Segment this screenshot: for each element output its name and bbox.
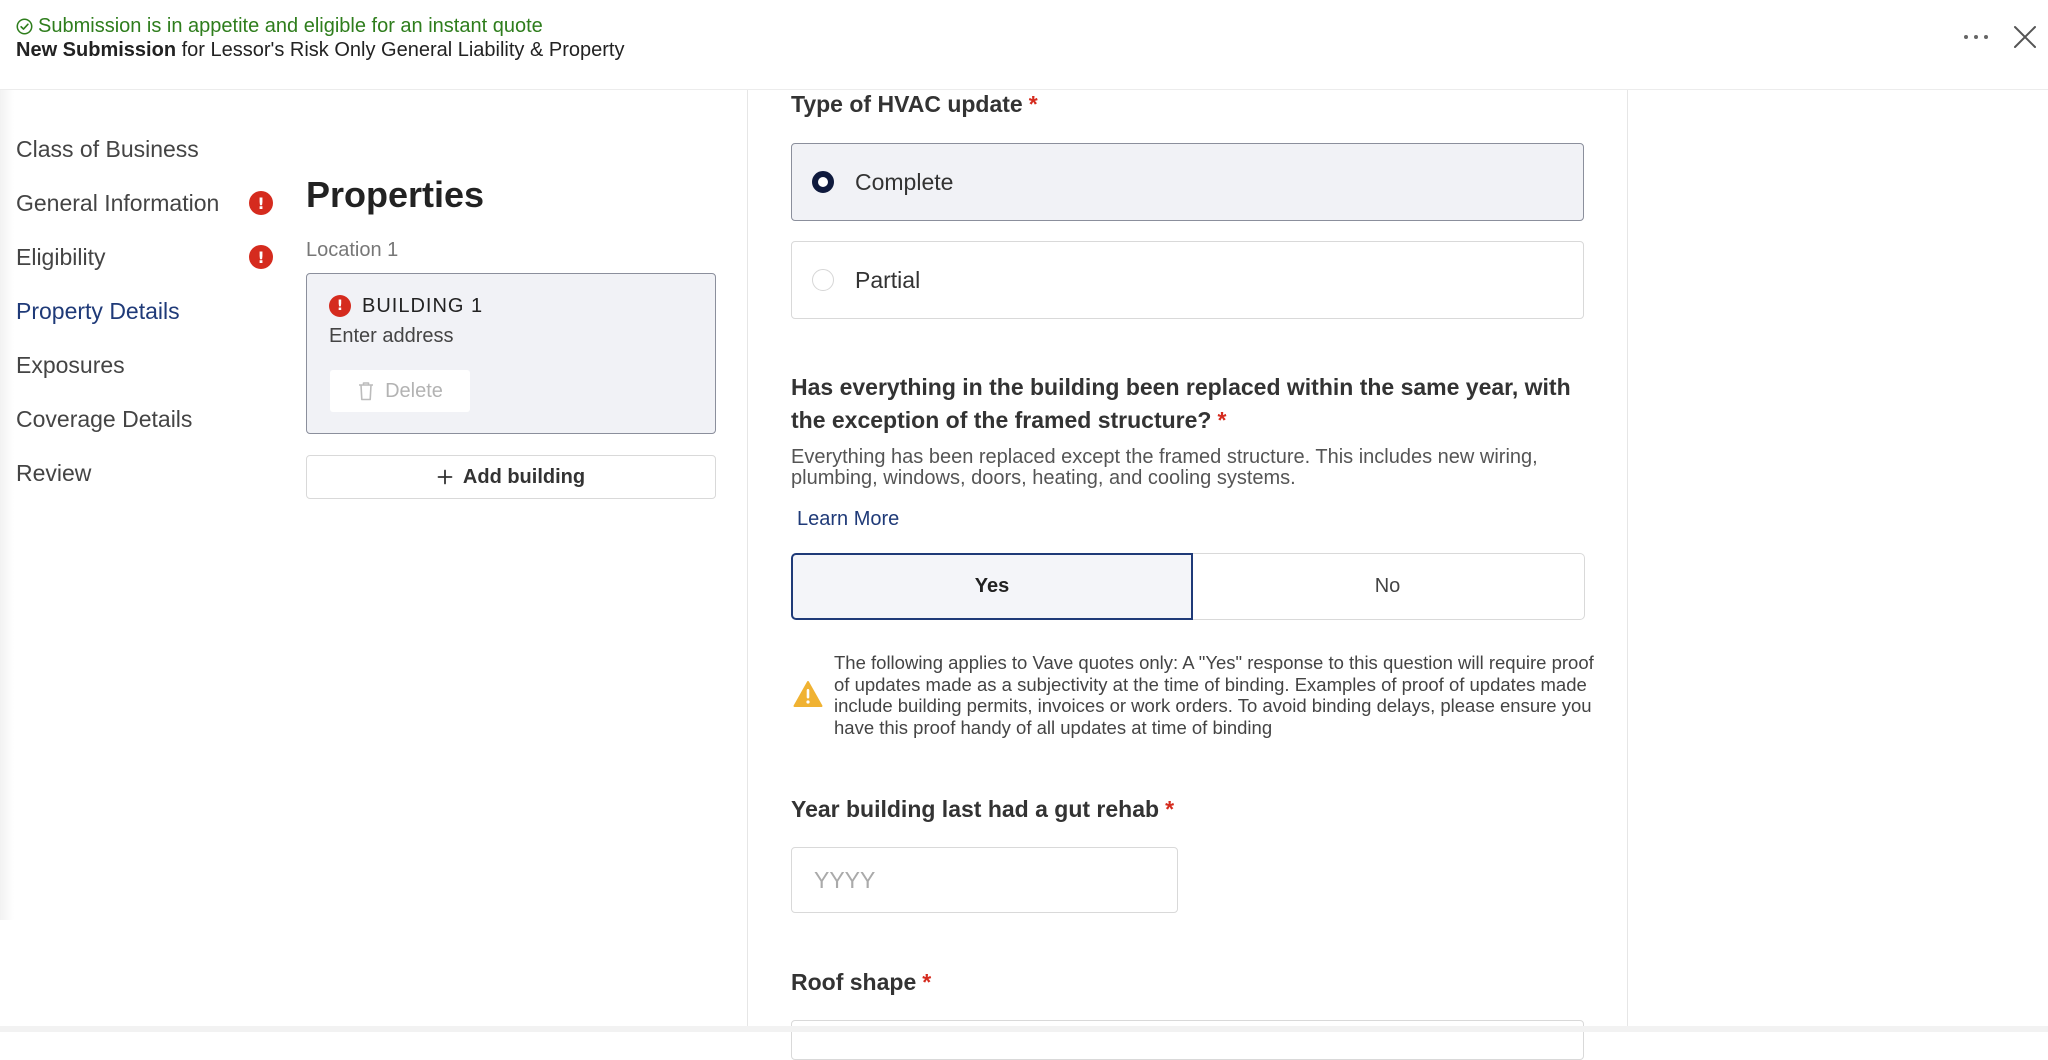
status-text: Submission is in appetite and eligible for an instant quote xyxy=(38,15,543,37)
add-building-button[interactable] xyxy=(306,455,716,499)
submission-title-rest: for Lessor's Risk Only General Liability & Property xyxy=(176,39,625,61)
plus-icon xyxy=(437,469,453,485)
yes-button[interactable]: Yes xyxy=(791,553,1193,620)
more-horizontal-icon-dot xyxy=(1984,35,1988,39)
submission-title xyxy=(16,39,624,62)
more-horizontal-icon-dot xyxy=(1964,35,1968,39)
hvac-option-partial[interactable] xyxy=(791,241,1584,319)
everything-replaced-description: Everything has been replaced except the framed structure. This includes new wiring, plumbing, windows, doors, heating, and cooling systems. xyxy=(791,446,1538,489)
more-horizontal-icon-dot xyxy=(1974,35,1978,39)
nav-item-eligibility[interactable] xyxy=(16,230,286,284)
hvac-type-label xyxy=(791,88,1038,121)
radio-button[interactable] xyxy=(812,269,834,291)
roof-shape-label-text: Roof shape xyxy=(791,969,917,995)
gut-rehab-label xyxy=(791,793,1174,826)
radio-button-selected[interactable] xyxy=(812,171,834,193)
close-icon[interactable] xyxy=(2012,24,2038,50)
nav-item-label: General Information xyxy=(16,189,220,216)
delete-label: Delete xyxy=(385,379,443,402)
exclamation-circle-icon: ! xyxy=(249,191,273,215)
bottom-edge xyxy=(0,1026,2048,1032)
vave-warning-text: The following applies to Vave quotes only: A "Yes" response to this question will require proof of updates made as a subjectivity at the time of binding. Examples of proof of updates made include building permits, invoices or work orders. To avoid binding delays, please ensure you have this proof handy of all updates at time of binding xyxy=(834,652,1594,738)
exclamation-circle-icon: ! xyxy=(249,245,273,269)
radio-label: Complete xyxy=(855,168,954,195)
nav-item-exposures[interactable] xyxy=(16,338,286,392)
nav-item-general-information[interactable] xyxy=(16,176,286,230)
gut-rehab-year-input[interactable] xyxy=(791,847,1178,913)
submission-title-bold: New Submission xyxy=(16,39,177,61)
roof-shape-label xyxy=(791,966,931,999)
learn-more-link[interactable]: Learn More xyxy=(797,508,900,530)
radio-label: Partial xyxy=(855,266,921,293)
nav-item-label: Eligibility xyxy=(16,243,106,270)
nav-item-label: Review xyxy=(16,459,92,486)
exclamation-circle-icon: ! xyxy=(329,295,351,317)
building-name: BUILDING 1 xyxy=(362,295,484,317)
properties-heading: Properties xyxy=(306,174,485,215)
add-building-label: Add building xyxy=(462,465,586,488)
delete-building-button[interactable] xyxy=(330,370,470,412)
required-mark: * xyxy=(1217,407,1227,433)
everything-replaced-label-text: Has everything in the building been replaced within the same year, with the exception of the framed structure? xyxy=(791,374,1571,433)
yes-no-toggle xyxy=(791,553,1585,620)
trash-icon xyxy=(357,381,375,401)
location-label: Location 1 xyxy=(306,239,399,261)
nav-item-review[interactable] xyxy=(16,446,286,500)
appetite-status xyxy=(16,15,543,38)
nav-item-label: Class of Business xyxy=(16,135,199,162)
nav-item-property-details[interactable] xyxy=(16,284,286,338)
nav-item-label: Exposures xyxy=(16,351,125,378)
step-navigation xyxy=(16,122,286,500)
everything-replaced-label xyxy=(791,371,1591,437)
required-mark: * xyxy=(1028,91,1038,117)
no-button[interactable]: No xyxy=(1191,553,1585,620)
warning-triangle-icon xyxy=(793,680,823,708)
nav-item-label: Coverage Details xyxy=(16,405,193,432)
panel-shadow xyxy=(0,90,14,920)
more-options-button[interactable] xyxy=(1958,22,1994,52)
column-divider xyxy=(1627,90,1628,1032)
hvac-option-complete[interactable] xyxy=(791,143,1584,221)
required-mark: * xyxy=(1165,796,1175,822)
nav-item-class-of-business[interactable] xyxy=(16,122,286,176)
building-card[interactable] xyxy=(306,273,716,434)
header-bar xyxy=(0,0,2048,90)
building-address: Enter address xyxy=(329,325,454,347)
nav-item-coverage-details[interactable] xyxy=(16,392,286,446)
required-mark: * xyxy=(922,969,932,995)
nav-item-label: Property Details xyxy=(16,297,180,324)
gut-rehab-label-text: Year building last had a gut rehab xyxy=(791,796,1160,822)
hvac-type-label-text: Type of HVAC update xyxy=(791,91,1023,117)
check-circle-icon xyxy=(16,18,33,35)
column-divider xyxy=(747,90,748,1032)
